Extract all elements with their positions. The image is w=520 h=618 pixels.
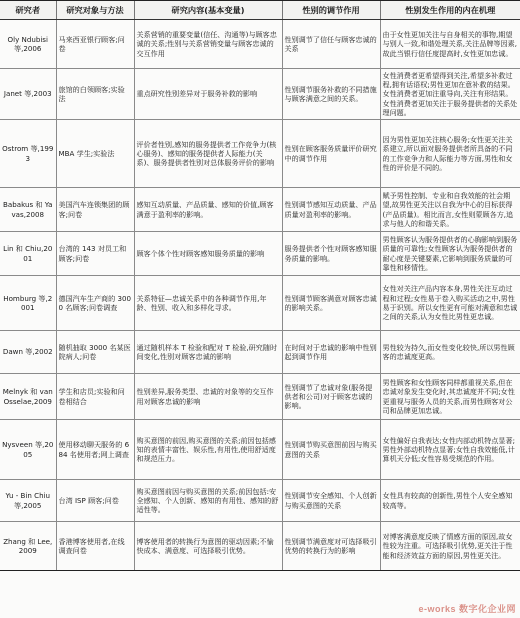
researcher-cell: Oly Ndubisi 等,2006 (0, 20, 56, 69)
research-content-cell: 重点研究性别差异对于服务补救的影响 (134, 69, 282, 120)
gender-moderation-cell: 性别在顾客服务质量评价研究中的调节作用 (282, 120, 380, 188)
mechanism-cell: 女性消费者更希望得到关注,希望多补救过程,拥有话语权;男性更加在意补救的结果。女性消费者更加注重导向,关注有形结果。女性消费者更加关注于服务提供者的关系处理问题。 (380, 69, 520, 120)
object-method-cell: 马来西亚银行顾客;问卷 (56, 20, 134, 69)
gender-moderation-cell: 服务提供者个性对顾客感知服务质量的影响。 (282, 232, 380, 276)
research-content-cell: 购买意图的前因,购买意图的关系;前因包括感知的表情丰富性、娱乐性,有用性,使用舒适度和规范压力。 (134, 420, 282, 480)
gender-moderation-cell: 性别调节感知互动质量、产品质量对盈利率的影响。 (282, 188, 380, 232)
table-row (0, 420, 520, 480)
header-gender-moderation: 性别的调节作用 (282, 1, 380, 20)
object-method-cell: 美国汽车连锁集团的顾客;问卷 (56, 188, 134, 232)
research-content-cell: 感知互动质量、产品质量、感知的价值,顾客满意于盈利率的影响。 (134, 188, 282, 232)
table-row (0, 374, 520, 420)
researcher-cell: Lin 和 Chiu,2001 (0, 232, 56, 276)
watermark: e-works 数字化企业网 (418, 604, 516, 614)
gender-moderation-cell: 性别调节购买意图前因与购买意图的关系 (282, 420, 380, 480)
researcher-cell: Janet 等,2003 (0, 69, 56, 120)
table-row (0, 331, 520, 374)
research-content-cell: 关系特征—忠诚关系中的各种调节作用,年龄、性别、收入和多样化寻求。 (134, 276, 282, 331)
gender-moderation-cell: 性别调节了忠诚对象(服务提供者和公司)对于顾客忠诚的影响。 (282, 374, 380, 420)
researcher-cell: Homburg 等,2001 (0, 276, 56, 331)
table-row (0, 120, 520, 188)
header-research-content: 研究内容(基本变量) (134, 1, 282, 20)
research-content-cell: 顾客个体个性对顾客感知服务质量的影响 (134, 232, 282, 276)
mechanism-cell: 女性偏好自我表达;女性内部动机特点显著;男性外部动机特点显著;女性自我效能低,计算机天分低;女性容易受规范的作用。 (380, 420, 520, 480)
research-content-cell: 购买意图前因与购买意图的关系;前因包括:安全感知、个人创新、感知的有用性、感知的舒适性等。 (134, 480, 282, 522)
gender-moderation-cell: 性别调节满意度对可选择吸引优势的转换行为的影响 (282, 522, 380, 571)
research-content-cell: 博客使用者的转换行为意图的驱动因素;不愉快成本、满意度、可选择吸引优势。 (134, 522, 282, 571)
object-method-cell: 使用移动聊天服务的 684 名使用者;网上调查 (56, 420, 134, 480)
researcher-cell: Babakus 和 Yavas,2008 (0, 188, 56, 232)
mechanism-cell: 女性具有较高的创新性,男性个人安全感知较高等。 (380, 480, 520, 522)
object-method-cell: 香港博客使用者,在线调查问卷 (56, 522, 134, 571)
research-content-cell: 通过随机样本 T 检验和配对 T 检验,研究随时间变化,性别对顾客忠诚的影响 (134, 331, 282, 374)
mechanism-cell: 对博客满意度反映了情感方面的原因,故女性较为注重。可选择吸引优势,更关注于性能和经济效益方面的原因,男性更关注。 (380, 522, 520, 571)
gender-moderation-cell: 性别调节了信任与顾客忠诚的关系 (282, 20, 380, 69)
object-method-cell: 台湾 ISP 顾客;问卷 (56, 480, 134, 522)
object-method-cell: 学生和店员;实验和问卷相结合 (56, 374, 134, 420)
table-row (0, 20, 520, 69)
research-content-cell: 关系营销的重要变量(信任、沟通等)与顾客忠诚的关系;性别与关系营销变量与顾客忠诚的交互作用 (134, 20, 282, 69)
researcher-cell: Dawn 等,2002 (0, 331, 56, 374)
header-mechanism: 性别发生作用的内在机理 (380, 1, 520, 20)
researcher-cell: Melnyk 和 van Osselae,2009 (0, 374, 56, 420)
table-header-row (0, 1, 520, 20)
object-method-cell: 德国汽车生产商的 3000 名顾客;问卷调查 (56, 276, 134, 331)
researcher-cell: Ostrom 等,1993 (0, 120, 56, 188)
researcher-cell: Zhang 和 Lee,2009 (0, 522, 56, 571)
object-method-cell: 随机抽取 3000 名某医院病人;问卷 (56, 331, 134, 374)
mechanism-cell: 男性较为持久,而女性变化较快,所以男性顾客的忠诚度更高。 (380, 331, 520, 374)
gender-moderation-cell: 性别调节安全感知、个人创新与购买意图的关系 (282, 480, 380, 522)
researcher-cell: Nysveen 等,2005 (0, 420, 56, 480)
header-researcher: 研究者 (0, 1, 56, 20)
object-method-cell: 旅馆的白领顾客;实验法 (56, 69, 134, 120)
mechanism-cell: 因为男性更加关注核心服务;女性更关注关系建立,所以面对服务提供者所具备的不同的工作竞争力和人际能力等方面,男性和女性的评价是不同的。 (380, 120, 520, 188)
table-row (0, 522, 520, 571)
research-content-cell: 评价者性别,感知的服务提供者工作竞争力(核心服务)、感知的服务提供者人际能力(关系)、服务提供者性别对总体服务评价的影响 (134, 120, 282, 188)
research-content-cell: 性别差异,服务类型、忠诚的对象等的交互作用对顾客忠诚的影响 (134, 374, 282, 420)
object-method-cell: 台湾的 143 对员工和顾客;问卷 (56, 232, 134, 276)
table-row (0, 232, 520, 276)
researcher-cell: Yu - Bin Chiu 等,2005 (0, 480, 56, 522)
gender-moderation-cell: 在时间对于忠诚的影响中性别起到调节作用 (282, 331, 380, 374)
object-method-cell: MBA 学生;实验法 (56, 120, 134, 188)
mechanism-cell: 女性对关注产品内容本身,男性关注互动过程和过程;女性易于卷入购买活动之中,男性易于识别。所以女性更有可能对满意和忠诚之间的关系,认为女性比男性更忠诚。 (380, 276, 520, 331)
header-object-method: 研究对象与方法 (56, 1, 134, 20)
table-body (0, 20, 520, 571)
table-row (0, 480, 520, 522)
mechanism-cell: 赋予男性控制、专业和自我效能的社会期望,故男性更关注以自我为中心的目标获得(产品质量)。相比而言,女性则蒙顾各方,追求与他人的和谐关系。 (380, 188, 520, 232)
mechanism-cell: 由于女性更加关注与自身相关的事物,期望与别人一致,和谐处理关系,关注品牌等因素,故此当银行信任度提高时,女性更加忠诚。 (380, 20, 520, 69)
gender-moderation-cell: 性别调节顾客满意对顾客忠诚的影响关系。 (282, 276, 380, 331)
table-row (0, 69, 520, 120)
mechanism-cell: 男性顾客认为服务提供者的心胸影响到服务质量的可靠性;女性顾客认为服务提供者的耐心度是关键要素,它影响到服务质量的可靠性和移情性。 (380, 232, 520, 276)
table-row (0, 276, 520, 331)
gender-moderation-cell: 性别调节服务补救的不同措施与顾客满意之间的关系。 (282, 69, 380, 120)
table-row (0, 188, 520, 232)
mechanism-cell: 男性顾客和女性顾客同样都重视关系,但在忠诚对象发生变化时,其忠诚度并不同;女性更重视与服务人员的关系,而男性顾客对公司和品牌更加忠诚。 (380, 374, 520, 420)
